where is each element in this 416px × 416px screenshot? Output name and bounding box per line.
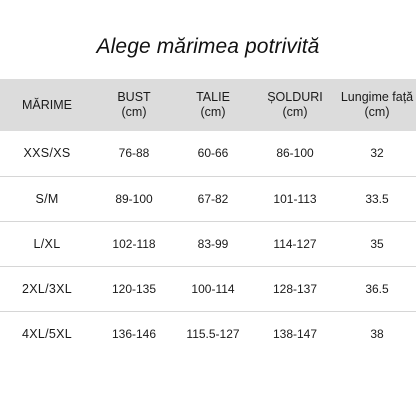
size-chart-table bbox=[0, 79, 416, 356]
bust-cell: 89-100 bbox=[115, 191, 153, 206]
waist-cell: 67-82 bbox=[197, 191, 229, 206]
table-row bbox=[0, 266, 416, 311]
page-title: Alege mărimea potrivită bbox=[96, 35, 320, 58]
size-cell: 2XL/3XL bbox=[21, 281, 73, 296]
front-length-cell: 38 bbox=[370, 326, 384, 341]
table-body bbox=[0, 131, 416, 356]
bust-cell: 102-118 bbox=[112, 236, 156, 251]
hips-cell: 114-127 bbox=[273, 236, 317, 251]
table-header bbox=[0, 79, 416, 131]
header-waist bbox=[174, 79, 252, 131]
header-hips-unit: (cm) bbox=[282, 105, 308, 119]
waist-cell: 83-99 bbox=[197, 236, 229, 251]
header-waist-label: TALIE bbox=[196, 90, 230, 104]
front-length-cell: 35 bbox=[370, 236, 384, 251]
front-length-cell: 36.5 bbox=[365, 281, 389, 296]
header-row bbox=[0, 79, 416, 131]
table-row bbox=[0, 131, 416, 176]
waist-cell: 115.5-127 bbox=[186, 326, 240, 341]
size-cell: S/M bbox=[35, 191, 59, 206]
header-front-length bbox=[338, 79, 416, 131]
header-front-length-unit: (cm) bbox=[364, 105, 390, 119]
header-bust-label: BUST bbox=[117, 90, 151, 104]
header-hips-label: ȘOLDURI bbox=[267, 90, 323, 104]
header-hips bbox=[252, 79, 338, 131]
table-row bbox=[0, 311, 416, 356]
hips-cell: 138-147 bbox=[272, 326, 318, 341]
hips-cell: 86-100 bbox=[276, 146, 314, 161]
bust-cell: 120-135 bbox=[111, 281, 157, 296]
header-bust bbox=[94, 79, 174, 131]
hips-cell: 128-137 bbox=[272, 281, 318, 296]
header-front-length-label: Lungime față bbox=[340, 90, 414, 104]
size-cell: 4XL/5XL bbox=[21, 326, 73, 341]
hips-cell: 101-113 bbox=[273, 191, 317, 206]
waist-cell: 60-66 bbox=[197, 146, 229, 161]
header-size-label: MĂRIME bbox=[22, 97, 72, 112]
waist-cell: 100-114 bbox=[191, 281, 235, 296]
table-row bbox=[0, 221, 416, 266]
size-cell: L/XL bbox=[33, 236, 61, 251]
front-length-cell: 32 bbox=[370, 146, 384, 161]
header-waist-unit: (cm) bbox=[200, 105, 226, 119]
header-size bbox=[0, 79, 94, 131]
bust-cell: 76-88 bbox=[118, 146, 150, 161]
bust-cell: 136-146 bbox=[111, 326, 157, 341]
size-cell: XXS/XS bbox=[23, 146, 71, 161]
table-row bbox=[0, 176, 416, 221]
header-bust-unit: (cm) bbox=[121, 105, 147, 119]
front-length-cell: 33.5 bbox=[365, 191, 389, 206]
